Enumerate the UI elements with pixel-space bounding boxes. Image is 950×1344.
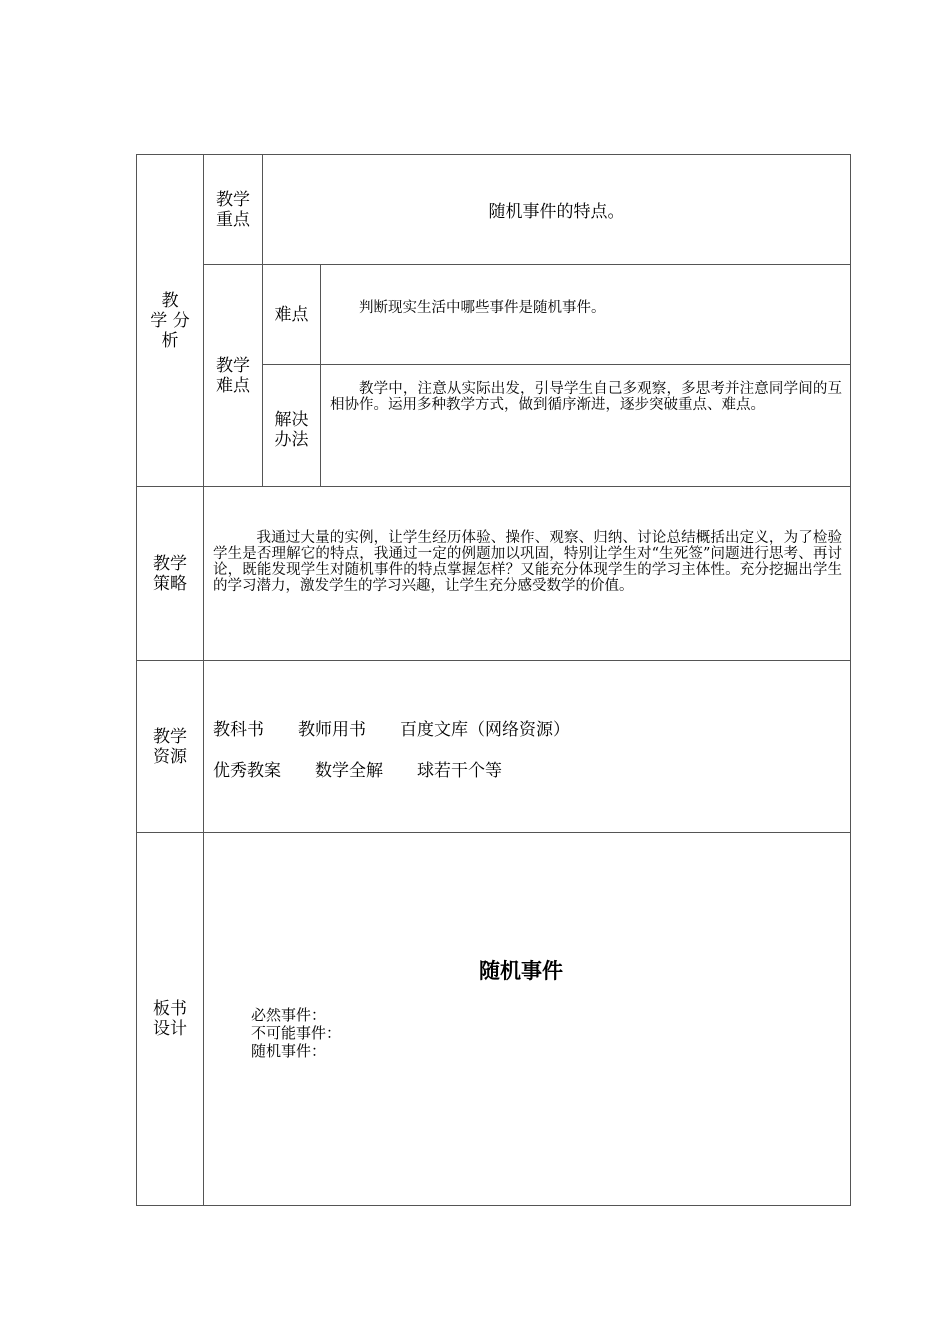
table-border-right <box>850 154 851 1206</box>
row-divider-strategy <box>136 486 851 487</box>
board-label: 板书 设计 <box>153 999 187 1039</box>
strategy-content: 我通过大量的实例，让学生经历体验、操作、观察、归纳、讨论总结概括出定义，为了检验学生是否理解它的特点，我通过一定的例题加以巩固，特别让学生对“生死签”问题进行思考、再讨论，既能发现学生对随机事件的特点掌握怎样？又能充分体现学生的学习主体性。充分挖掘出学生的学习潜力，激发学生的学习兴趣，让学生充分感受数学的价值。 <box>213 530 842 594</box>
board-title: 随机事件 <box>479 959 563 983</box>
row-divider-resources <box>136 660 851 661</box>
board-line-impossible: 不可能事件： <box>251 1024 342 1042</box>
analysis-label: 教 学 分 析 <box>150 290 190 351</box>
solution-label: 解决 办法 <box>274 409 309 450</box>
difficulty-label: 难点 <box>274 304 309 325</box>
strategy-label: 教学 策略 <box>153 553 187 594</box>
board-lines <box>251 1006 341 1060</box>
resources-label: 教学 资源 <box>153 726 187 767</box>
key-points-label: 教学 重点 <box>216 189 250 230</box>
key-points-content: 随机事件的特点。 <box>488 202 625 222</box>
board-line-random: 随机事件： <box>251 1042 327 1060</box>
difficulty-content: 判断现实生活中哪些事件是随机事件。 <box>359 300 606 316</box>
row-divider-board <box>136 832 851 833</box>
table-border-bottom <box>136 1205 851 1206</box>
difficulties-label: 教学 难点 <box>216 355 250 396</box>
row-divider-difficulty <box>262 364 851 365</box>
resources-line-1: 教科书 教师用书 百度文库（网络资源） <box>213 720 570 740</box>
board-line-certain: 必然事件： <box>251 1006 327 1024</box>
resources-line-2: 优秀教案 数学全解 球若干个等 <box>213 761 502 781</box>
col-divider-3 <box>320 264 321 487</box>
solution-content: 教学中，注意从实际出发，引导学生自己多观察，多思考并注意同学间的互相协作。运用多种教学方式，做到循序渐进，逐步突破重点、难点。 <box>330 381 842 413</box>
